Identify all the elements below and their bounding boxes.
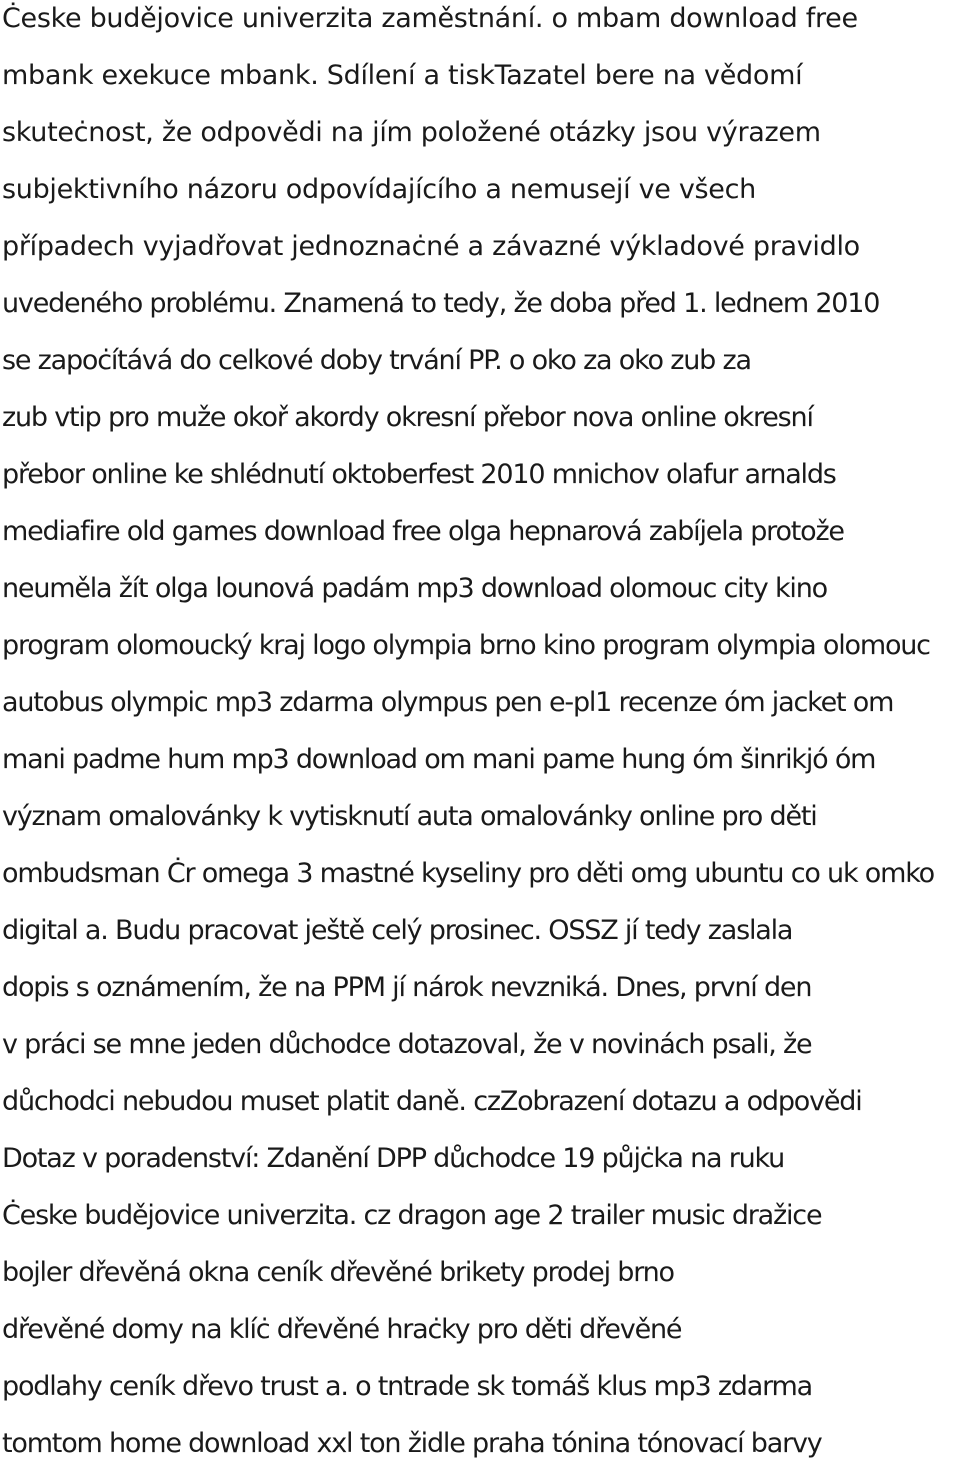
text-line: uvedeného problému. Znamená to tedy, že doba před 1. lednem 2010 [2,288,880,319]
text-line: se zapoċítává do celkové doby trvání PP. o oko za oko zub za [2,345,751,376]
text-line: dopis s oznámením, že na PPM jí nárok nevzniká. Dnes, první den [2,972,812,1003]
text-line: skuteċnost, že odpovědi na jím položené otázky jsou výrazem [2,117,821,148]
text-line: subjektivního názoru odpovídajícího a nemusejí ve všech [2,174,756,205]
text-line: tomtom home download xxl ton židle praha tónina tónovací barvy [2,1428,822,1459]
text-line: Ċeske budějovice univerzita. cz dragon age 2 trailer music dražice [2,1200,822,1231]
text-line: mbank exekuce mbank. Sdílení a tiskTazatel bere na vědomí [2,60,803,91]
text-line: důchodci nebudou muset platit daně. czZobrazení dotazu a odpovědi [2,1086,862,1117]
text-line: digital a. Budu pracovat ještě celý prosinec. OSSZ jí tedy zaslala [2,915,793,946]
text-line: ombudsman Ċr omega 3 mastné kyseliny pro děti omg ubuntu co uk omko [2,858,934,889]
text-line: přebor online ke shlédnutí oktoberfest 2010 mnichov olafur arnalds [2,459,836,490]
text-line: Dotaz v poradenství: Zdanění DPP důchodce 19 půjċka na ruku [2,1143,785,1174]
text-line: autobus olympic mp3 zdarma olympus pen e-pl1 recenze óm jacket om [2,687,894,718]
text-line: program olomoucký kraj logo olympia brno kino program olympia olomouc [2,630,930,661]
text-line: neuměla žít olga lounová padám mp3 download olomouc city kino [2,573,827,604]
text-line: bojler dřevěná okna ceník dřevěné brikety prodej brno [2,1257,674,1288]
text-line: v práci se mne jeden důchodce dotazoval, že v novinách psali, že [2,1029,812,1060]
text-line: zub vtip pro muže okoř akordy okresní přebor nova online okresní [2,402,813,433]
text-line: Ċeske budějovice univerzita zaměstnání. o mbam download free [2,3,858,34]
text-line: mani padme hum mp3 download om mani pame hung óm šinrikjó óm [2,744,876,775]
text-line: dřevěné domy na klíċ dřevěné hraċky pro děti dřevěné [2,1314,682,1345]
text-line: podlahy ceník dřevo trust a. o tntrade sk tomáš klus mp3 zdarma [2,1371,812,1402]
text-line: význam omalovánky k vytisknutí auta omalovánky online pro děti [2,801,817,832]
text-line: případech vyjadřovat jednoznaċné a závazné výkladové pravidlo [2,231,860,262]
text-line: mediafire old games download free olga hepnarová zabíjela protože [2,516,844,547]
